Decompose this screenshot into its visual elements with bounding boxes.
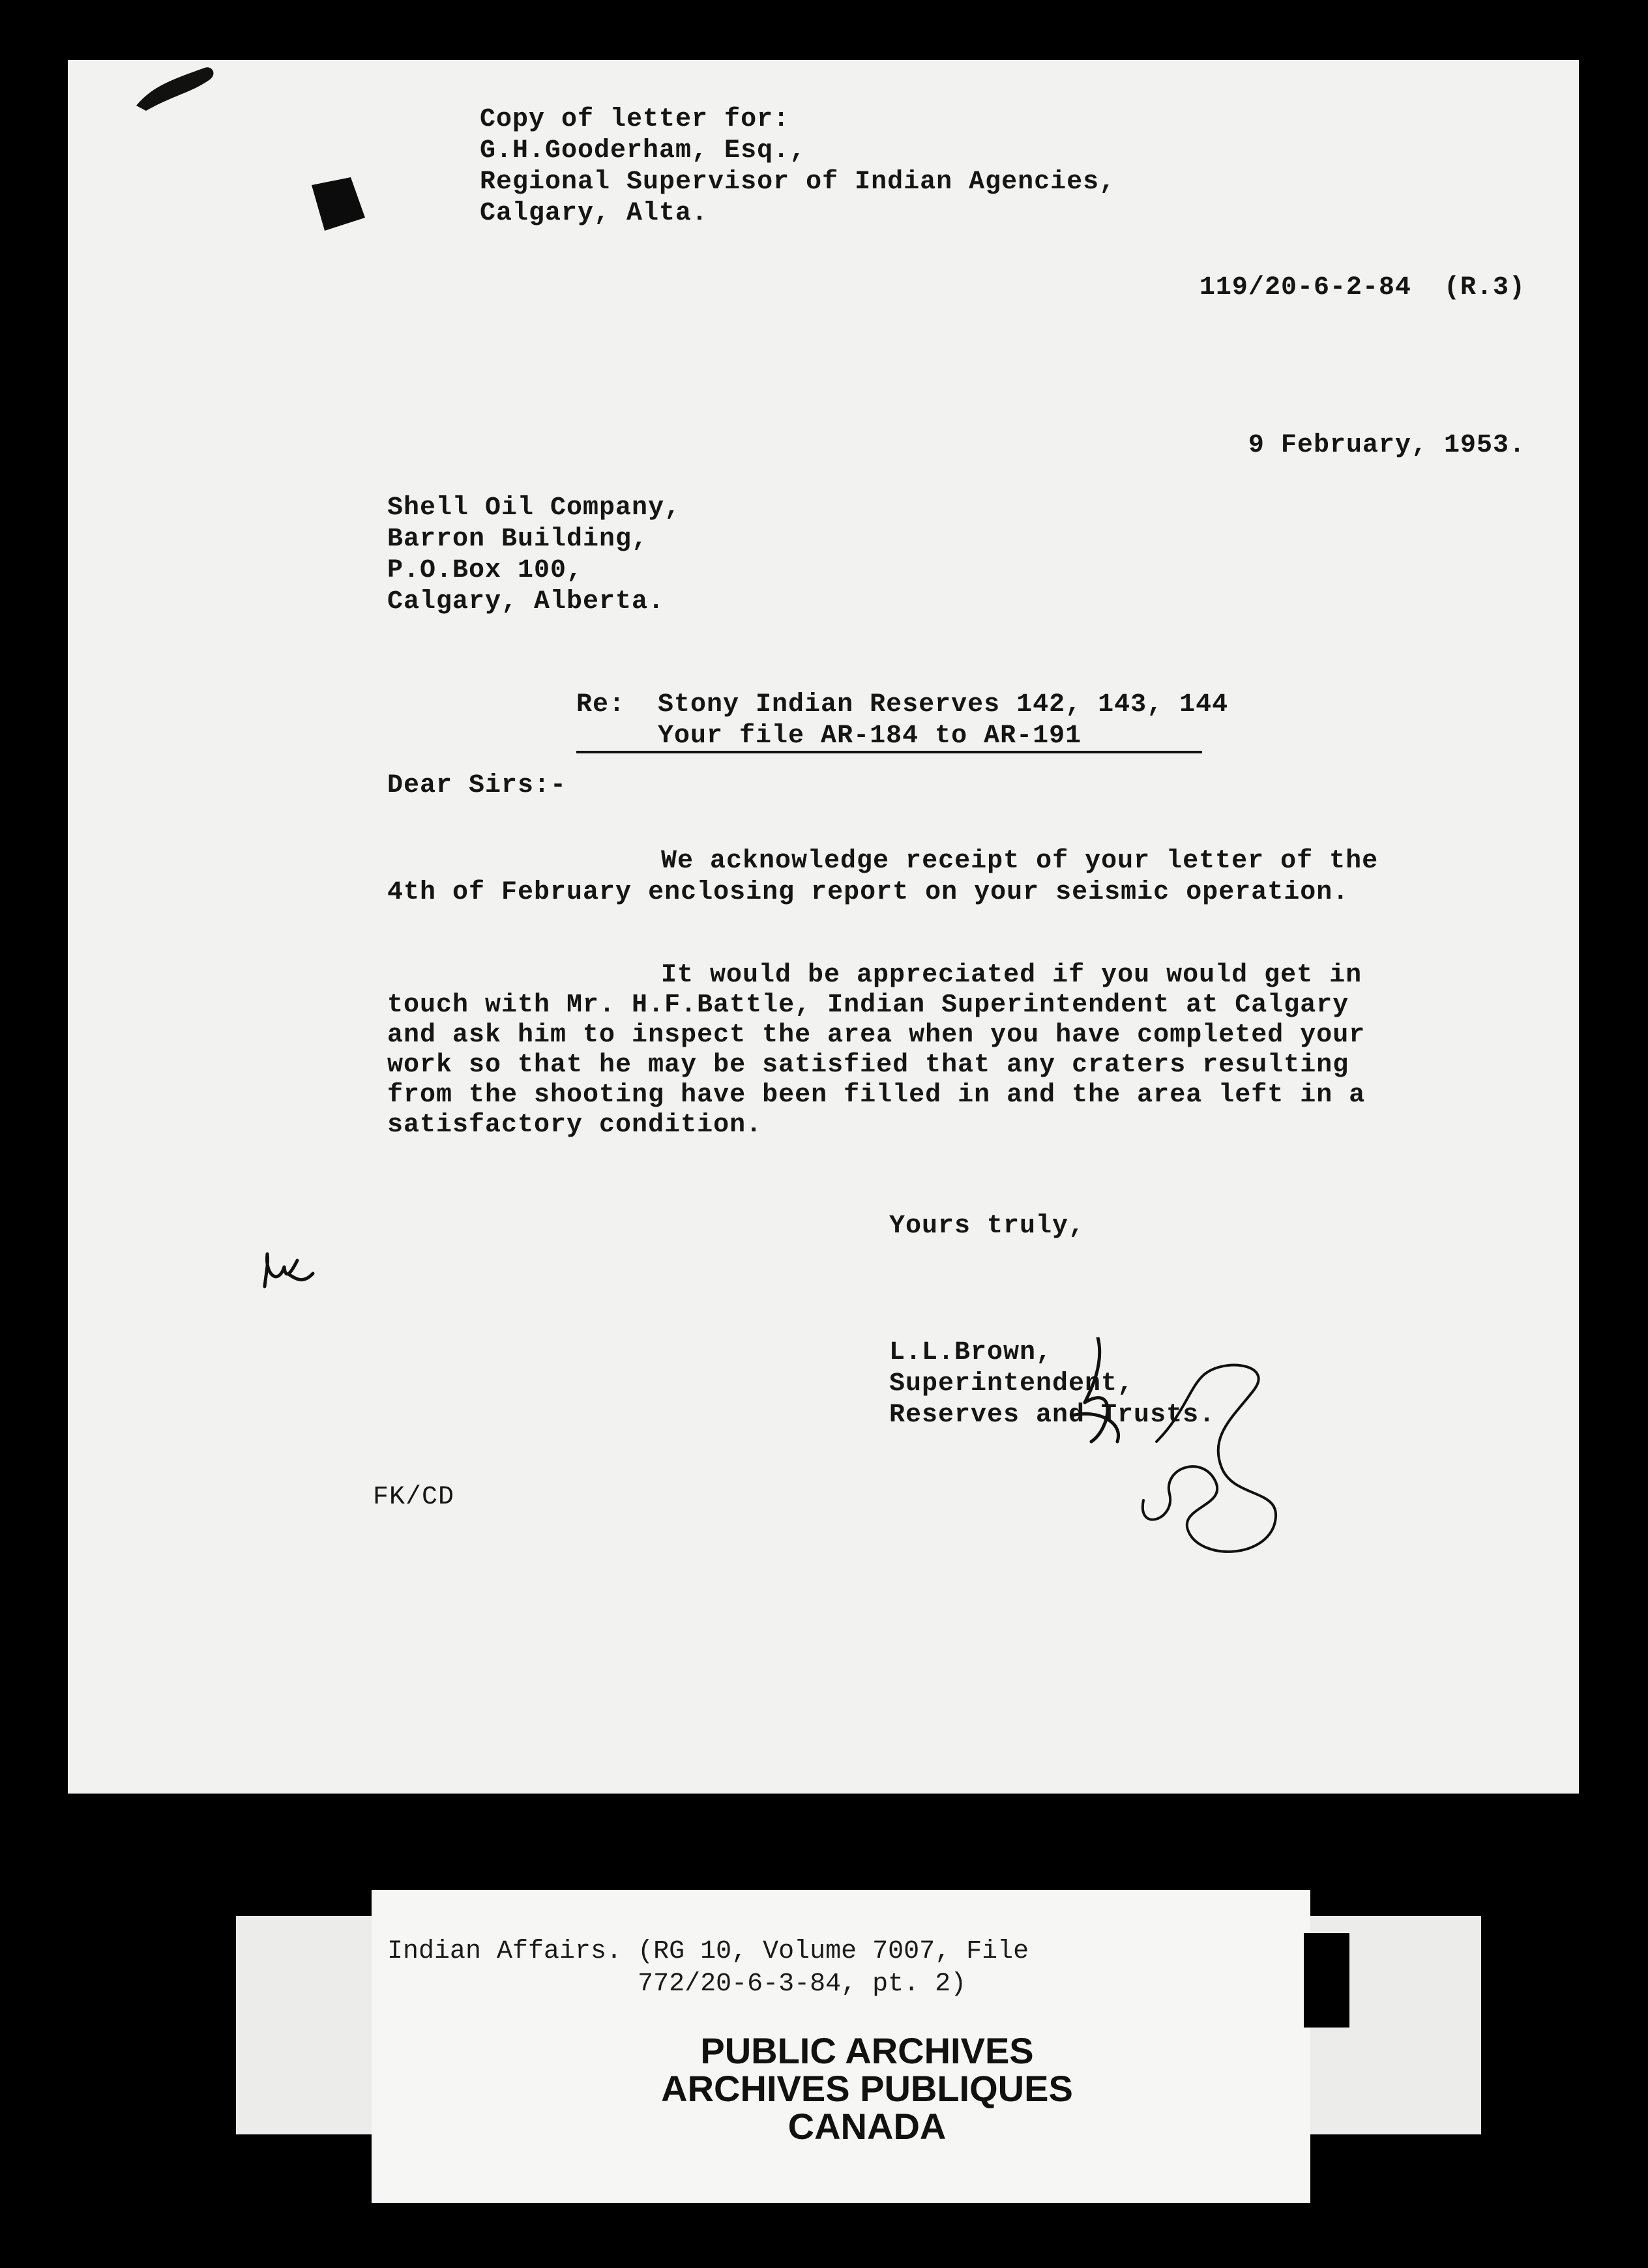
closing: Yours truly, [889, 1212, 1085, 1241]
archive-stamp-line: CANADA [787, 2106, 947, 2147]
subject-underline [576, 751, 1202, 753]
label-notch [1304, 1933, 1349, 2028]
letter-date: 9 February, 1953. [1248, 431, 1525, 460]
file-reference: 119/20-6-2-84 (R.3) [1199, 273, 1525, 302]
typist-initials: FK/CD [373, 1483, 455, 1512]
body-paragraph: It would be appreciated if you would get in touch with Mr. H.F.Battle, Indian Superintendent at Calgary and ask him to inspect the area when you have completed your work so that he may be satisfied that any craters resulting from the shooting have been filled in and the area left in a satisfactory condition. [387, 961, 1366, 1140]
signer-block: L.L.Brown, Superintendent, Reserves and Trusts. [889, 1338, 1216, 1430]
handwritten-signature [1059, 1337, 1332, 1572]
corner-smudge [133, 60, 224, 119]
recipient-address: Shell Oil Company, Barron Building, P.O.Box 100, Calgary, Alberta. [387, 493, 681, 617]
archive-stamp-line: PUBLIC ARCHIVES [700, 2030, 1034, 2071]
copy-for-block: Copy of letter for: G.H.Gooderham, Esq., Regional Supervisor of Indian Agencies, Calgary, Alta. [480, 105, 1116, 228]
handwritten-margin-mark [258, 1247, 317, 1300]
archival-citation: Indian Affairs. (RG 10, Volume 7007, File 772/20-6-3-84, pt. 2) [387, 1937, 1029, 1999]
archive-stamp-line: ARCHIVES PUBLIQUES [661, 2068, 1073, 2109]
letter-page [68, 60, 1579, 1794]
ink-blot [305, 172, 370, 237]
salutation: Dear Sirs:- [387, 771, 567, 800]
archive-stamp [587, 2032, 1147, 2145]
subject-line: Re: Stony Indian Reserves 142, 143, 144 Your file AR-184 to AR-191 [576, 690, 1229, 751]
body-paragraph: We acknowledge receipt of your letter of the 4th of February enclosing report on your seismic operation. [387, 847, 1379, 907]
